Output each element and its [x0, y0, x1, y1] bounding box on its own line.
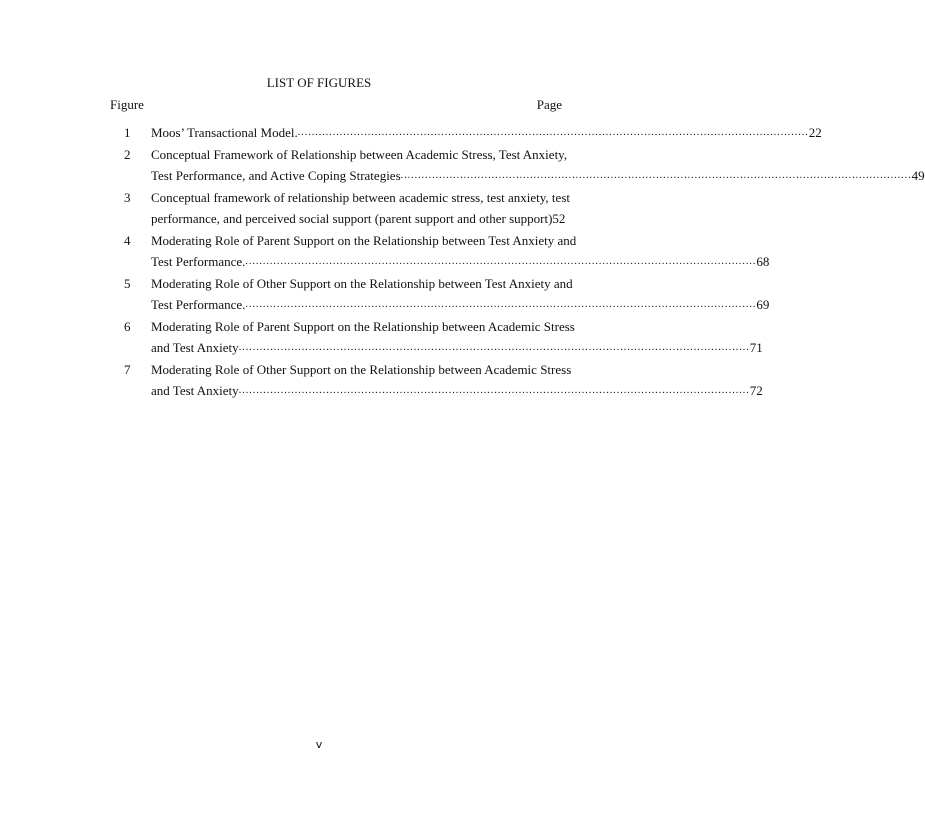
figure-entry[interactable]: [124, 230, 770, 273]
figure-number: 5: [124, 275, 131, 291]
caption-text: Conceptual Framework of Relationship between Academic Stress, Test Anxiety,: [151, 146, 568, 162]
caption-text: Test Performance.: [151, 297, 246, 312]
caption-text: Test Performance.: [151, 254, 246, 269]
figure-entry[interactable]: [124, 359, 763, 402]
figure-number: 2: [124, 146, 131, 162]
caption-text: performance, and perceived social support (parent support and other support): [151, 211, 553, 226]
page-reference[interactable]: 68: [756, 254, 770, 269]
caption-line: [151, 144, 568, 166]
dot-leader: ..................................................................................................................................................: [400, 170, 912, 181]
figure-caption: [151, 144, 925, 187]
figure-column-header: Figure: [110, 97, 144, 112]
figure-entry[interactable]: [124, 144, 925, 187]
figure-entry[interactable]: [124, 316, 763, 359]
caption-line: [151, 208, 566, 230]
caption-text: and Test Anxiety: [151, 340, 239, 355]
caption-text: Conceptual framework of relationship between academic stress, test anxiety, test: [151, 189, 570, 205]
page-reference[interactable]: 72: [749, 383, 763, 398]
caption-text: Moos’ Transactional Model.: [151, 125, 298, 140]
figure-number: 1: [124, 125, 131, 140]
figure-caption: [151, 273, 770, 316]
page-reference[interactable]: 49: [911, 168, 925, 183]
figure-number: 6: [124, 318, 131, 334]
caption-text: Moderating Role of Other Support on the Relationship between Academic Stress: [151, 361, 572, 377]
page-number: v: [315, 738, 323, 751]
figure-entry[interactable]: [124, 273, 770, 316]
figures-list: [124, 122, 925, 402]
figure-caption: [151, 187, 570, 230]
caption-text: and Test Anxiety: [151, 383, 239, 398]
figure-caption: [151, 122, 822, 144]
figure-number: 3: [124, 189, 131, 205]
figure-caption: [151, 359, 763, 402]
caption-line: [151, 273, 573, 295]
caption-line: [151, 359, 572, 381]
dot-leader: ..................................................................................................................................................: [238, 342, 750, 353]
page-reference[interactable]: 71: [749, 340, 763, 355]
dot-leader: ..................................................................................................................................................: [245, 299, 757, 310]
caption-line: [151, 251, 770, 273]
figure-entry[interactable]: [124, 187, 570, 230]
figure-number: 7: [124, 361, 131, 377]
caption-line: [151, 122, 822, 144]
caption-line: [151, 316, 575, 338]
caption-text: Moderating Role of Parent Support on the Relationship between Test Anxiety and: [151, 232, 577, 248]
caption-line: [151, 337, 763, 359]
caption-text: Moderating Role of Other Support on the Relationship between Test Anxiety and: [151, 275, 573, 291]
caption-text: Test Performance, and Active Coping Strategies: [151, 168, 401, 183]
dot-leader: ..................................................................................................................................................: [245, 256, 757, 267]
figure-caption: [151, 230, 770, 273]
caption-line: [151, 165, 925, 187]
caption-line: [151, 294, 770, 316]
caption-text: Moderating Role of Parent Support on the Relationship between Academic Stress: [151, 318, 575, 334]
caption-line: [151, 380, 763, 402]
figure-entry[interactable]: [124, 122, 822, 144]
page-column-header: Page: [536, 97, 562, 112]
page-reference[interactable]: 52: [552, 211, 566, 226]
caption-line: [151, 187, 570, 209]
caption-line: [151, 230, 577, 252]
page-reference[interactable]: 22: [808, 125, 822, 140]
page-reference[interactable]: 69: [756, 297, 770, 312]
dot-leader: ..................................................................................................................................................: [297, 127, 809, 138]
figure-caption: [151, 316, 763, 359]
dot-leader: ..................................................................................................................................................: [238, 385, 750, 396]
page-title: LIST OF FIGURES: [266, 75, 372, 90]
figure-number: 4: [124, 232, 131, 248]
